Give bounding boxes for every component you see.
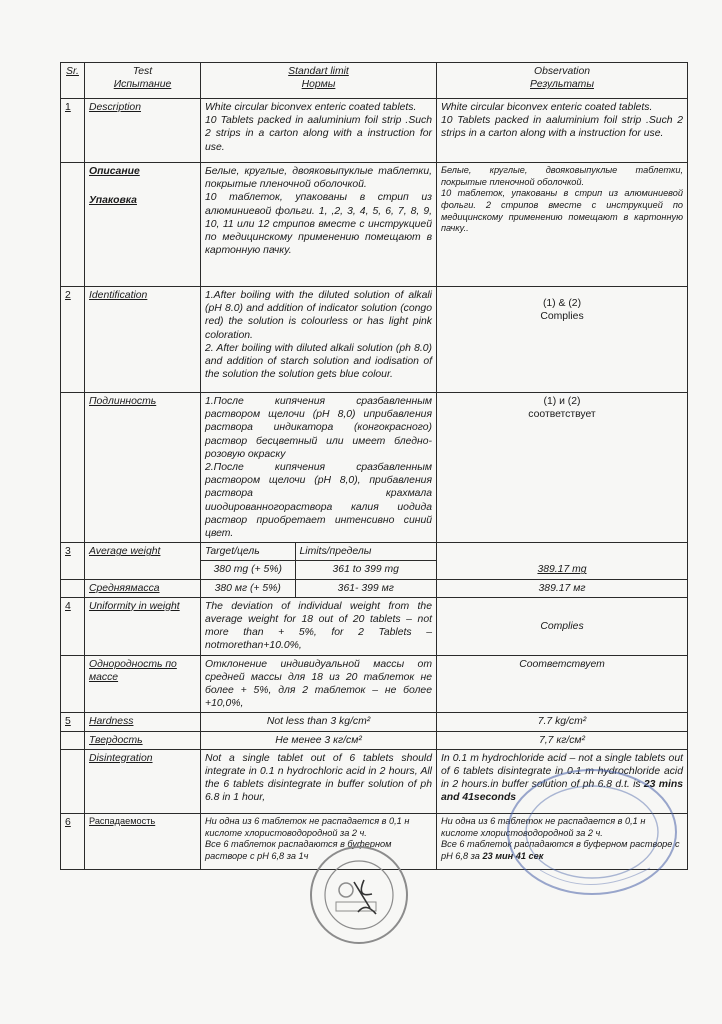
test-name-ru: Подлинность bbox=[85, 393, 201, 543]
weight-limits-table bbox=[201, 543, 436, 578]
sr-number: 2 bbox=[61, 287, 85, 393]
observation-result-ru: соответствует bbox=[528, 409, 596, 421]
standard-item-2-ru: 2.После кипячения сразбавленным раствором щелочи (pH 8,0), прибавления раствора крахмала ииодированногораствора калия иодида раствор приобретает интенсивно синий цвет. bbox=[205, 462, 432, 540]
row-description-en bbox=[61, 99, 688, 163]
standard-text-ru bbox=[201, 393, 437, 543]
standard-item-2: 2. After boiling with diluted alkali solution (ph 8.0) and addition of starch solution and iodisation of the solution the solution gets blue colour. bbox=[205, 342, 432, 381]
test-name-ru: Распадаемость bbox=[85, 813, 201, 869]
row-description-ru bbox=[61, 163, 688, 287]
observation-result: Complies bbox=[540, 311, 584, 323]
observation-text-ru: Ни одна из 6 таблеток не распадается в 0,1 н кислоте хлористоводородной за 2 ч. Все 6 таблеток распадаются в буферном растворе с pH 6,8 за 23 мин 41 сек bbox=[437, 813, 688, 869]
standard-text: Not less than 3 kg/cm² bbox=[201, 713, 437, 731]
row-uniformity-ru bbox=[61, 655, 688, 713]
observation-value: 389.17 mg bbox=[437, 543, 688, 579]
target-value-ru: 380 мг (+ 5%) bbox=[201, 580, 295, 597]
standard-text-ru: Не менее 3 кг/см² bbox=[201, 731, 437, 749]
sr-number: 6 bbox=[61, 813, 85, 869]
header-observation: Observation Результаты bbox=[437, 63, 688, 99]
standard-text-ru: Отклонение индивидуальной массы от средней массы для 18 из 20 таблеток не более + 5%, для 2 таблеток – не более +10,0%, bbox=[201, 655, 437, 713]
row-identification-ru bbox=[61, 393, 688, 543]
observation-items: (1) & (2) bbox=[542, 298, 582, 309]
test-results-table bbox=[60, 62, 688, 870]
standard-item-1: 1.After boiling with the diluted solution of alkali (pH 8.0) and addition of indicator solution (congo red) the solution is colourless or has light pink coloration. bbox=[205, 290, 432, 341]
sr-number: 5 bbox=[61, 713, 85, 731]
test-name-ru: Средняямасса bbox=[85, 579, 201, 597]
row-average-weight-ru bbox=[61, 579, 688, 597]
target-label: Target/цель bbox=[201, 543, 295, 561]
table-header-row bbox=[61, 63, 688, 99]
test-name-ru-description: Описание bbox=[89, 166, 140, 177]
standard-text: White circular biconvex enteric coated tablets. 10 Tablets packed in aaluminium foil strip .Such 2 strips in a carton along with a instruction for use. bbox=[201, 99, 437, 163]
observation-text-ru: Белые, круглые, двояковыпуклые таблетки, покрытые пленочной оболочкой. 10 таблеток, упакованы в стрип из алюминиевой фольги. 2 стрипов вместе с инструкцией по медицинскому применению помещают в картонную пачку.. bbox=[437, 163, 688, 287]
row-hardness-en bbox=[61, 713, 688, 731]
observation-text-ru: Соответствует bbox=[437, 655, 688, 713]
header-sr: Sr. bbox=[61, 63, 85, 99]
test-name: Disintegration bbox=[85, 749, 201, 813]
observation-text: Complies bbox=[437, 597, 688, 655]
test-name: Description bbox=[85, 99, 201, 163]
observation-text-ru bbox=[437, 393, 688, 543]
target-value: 380 mg (+ 5%) bbox=[201, 561, 295, 579]
standard-text-ru: Ни одна из 6 таблеток не распадается в 0,1 н кислоте хлористоводородной за 2 ч. Все 6 таблеток распадаются в буферном растворе с pH 6,8 за 1ч bbox=[201, 813, 437, 869]
sr-number: 4 bbox=[61, 597, 85, 655]
test-name-ru-packaging: Упаковка bbox=[89, 195, 137, 207]
company-stamp bbox=[500, 760, 690, 900]
standard-text: Not a single tablet out of 6 tablets should integrate in 0.1 n hydrochloric acid in 2 hours, All the 6 tablets disintegrate in buffer solution of ph 6.8 in 1 hour, bbox=[201, 749, 437, 813]
test-name-ru bbox=[85, 163, 201, 287]
limits-value-ru: 361- 399 мг bbox=[337, 582, 394, 594]
observation-text: In 0.1 m hydrochloride acid – not a single tablets out of 6 tablets disintegrate in 0.1 m hydrochloride acid in 2 hours.in buffer solution of ph 6.8 d.t. is 23 mins and 41seconds bbox=[437, 749, 688, 813]
limits-value: 361 to 399 mg bbox=[295, 561, 436, 579]
sr-number: 1 bbox=[61, 99, 85, 163]
test-name: Hardness bbox=[85, 713, 201, 731]
standard-text: The deviation of individual weight from the average weight for 18 out of 20 tablets – not more than + 5%, for 2 Tablets – notmorethan+10.0%, bbox=[201, 597, 437, 655]
weight-limits bbox=[201, 543, 437, 579]
standard-text-ru: Белые, круглые, двояковыпуклые таблетки, покрытые пленочной оболочкой. 10 таблеток, упакованы в стрип из алюминиевой фольги. 1, ,2, 3, 4, 5, 6, 7, 8, 9, 10, 11 или 12 стрипов вместе с инструкцией по медицинскому применению помещают в картонную пачку. bbox=[201, 163, 437, 287]
observation-text-ru: 7,7 кг/см² bbox=[437, 731, 688, 749]
observation-value-ru: 389.17 мг bbox=[437, 579, 688, 597]
test-name: Average weight bbox=[85, 543, 201, 579]
test-name: Uniformity in weight bbox=[85, 597, 201, 655]
observation-text: 7.7 kg/cm² bbox=[437, 713, 688, 731]
header-standard: Standart limit Нормы bbox=[201, 63, 437, 99]
round-seal bbox=[306, 842, 412, 948]
observation-items-ru: (1) и (2) bbox=[543, 396, 581, 407]
row-average-weight-en bbox=[61, 543, 688, 579]
weight-limits-ru bbox=[201, 579, 437, 597]
sr-number: 3 bbox=[61, 543, 85, 579]
observation-text: White circular biconvex enteric coated tablets. 10 Tablets packed in aaluminium foil strip .Such 2 strips in a carton along with a instruction for use. bbox=[437, 99, 688, 163]
test-name-ru: Однородность по массе bbox=[85, 655, 201, 713]
test-name-ru: Твердость bbox=[85, 731, 201, 749]
limits-label: Limits/пределы bbox=[295, 543, 436, 561]
test-name: Identification bbox=[85, 287, 201, 393]
observation-text bbox=[437, 287, 688, 393]
standard-item-1-ru: 1.После кипячения сразбавленным раствором щелочи (pH 8,0) иприбавления раствора индикатора (конгокрасного) раствор бесцветный или имеет бледно-розовую окраску bbox=[205, 396, 432, 460]
standard-text bbox=[201, 287, 437, 393]
row-uniformity-en bbox=[61, 597, 688, 655]
header-test: Test Испытание bbox=[85, 63, 201, 99]
row-identification-en bbox=[61, 287, 688, 393]
row-hardness-ru bbox=[61, 731, 688, 749]
